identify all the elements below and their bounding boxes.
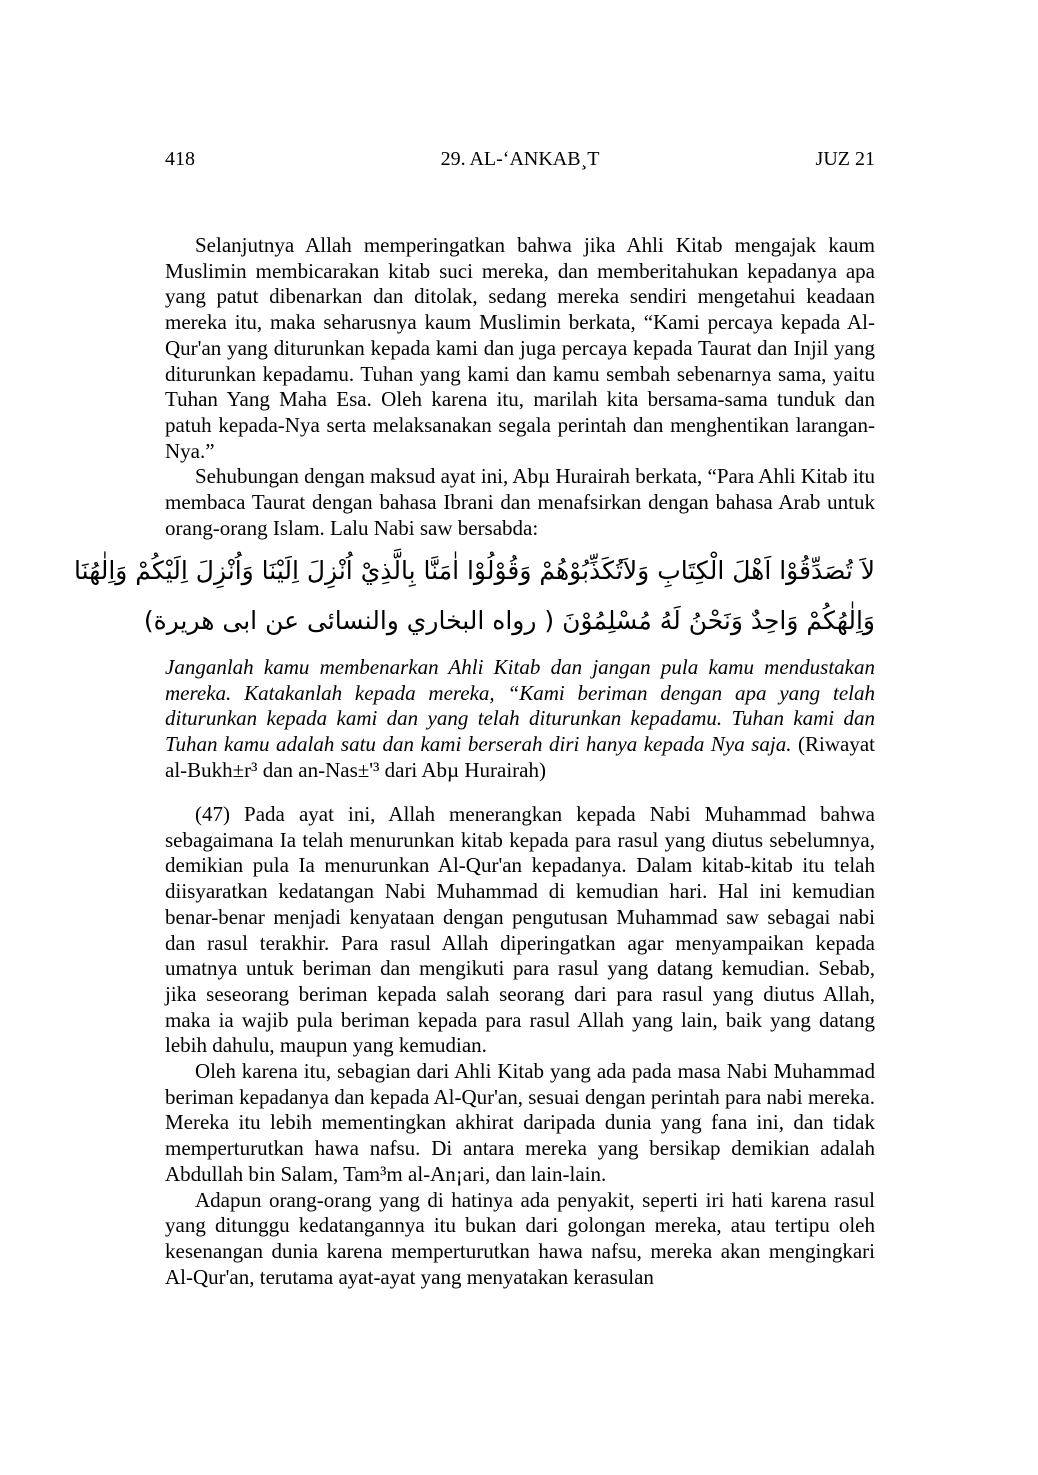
arabic-line: لاَ تُصَدِّقُوْا اَهْلَ الْكِتَابِ وَلاَتُكَذِّبُوْهُمْ وَقُوْلُوْا اٰمَنَّا بِالَّذِيْ اُنْزِلَ اِلَيْنَا وَاُنْزِلَ اِلَيْكُمْ وَاِلٰهُنَا — [74, 556, 875, 585]
paragraph: (47) Pada ayat ini, Allah menerangkan kepada Nabi Muhammad bahwa sebagaimana Ia telah menurunkan kitab kepada para rasul yang diutus sebelumnya, demikian pula Ia menurunkan Al-Qur'an kepadanya. Dalam kitab-kitab itu telah diisyaratkan kedatangan Nabi Muhammad di kemudian hari. Hal ini kemudian benar-benar menjadi kenyataan dengan pengutusan Muhammad saw sebagai nabi dan rasul terakhir. Para rasul Allah diperingatkan agar menyampaikan kepada umatnya untuk beriman dan mengikuti para rasul yang datang kemudian. Sebab, jika seseorang beriman kepada salah seorang dari para rasul yang diutus Allah, maka ia wajib pula beriman kepada para rasul Allah yang lain, baik yang datang lebih dahulu, maupun yang kemudian. — [165, 802, 875, 1058]
translation-text: Janganlah kamu membenarkan Ahli Kitab dan jangan pula kamu mendustakan mereka. Katakanlah kepada mereka, “Kami beriman dengan apa yang telah diturunkan kepada kami dan yang telah diturunkan kepadamu. Tuhan kami dan Tuhan kamu adalah satu dan kami berserah diri hanya kepada Nya saja. — [165, 655, 875, 757]
hadith-translation — [165, 655, 875, 784]
paragraph: Oleh karena itu, sebagian dari Ahli Kitab yang ada pada masa Nabi Muhammad beriman kepadanya dan kepada Al-Qur'an, sesuai dengan perintah para nabi mereka. Mereka itu lebih mementingkan akhirat daripada dunia yang fana ini, dan tidak memperturutkan hawa nafsu. Di antara mereka yang bersikap demikian adalah Abdullah bin Salam, Tam³m al-An¡ari, dan lain-lain. — [165, 1059, 875, 1186]
page-number: 418 — [165, 148, 195, 170]
paragraph: Sehubungan dengan maksud ayat ini, Abµ Hurairah berkata, “Para Ahli Kitab itu membaca Taurat dengan bahasa Ibrani dan menafsirkan dengan bahasa Arab untuk orang-orang Islam. Lalu Nabi saw bersabda: — [165, 464, 875, 540]
hadith-arabic-text — [74, 546, 875, 646]
chapter-title: 29. AL-‘ANKAB¸T — [440, 148, 600, 170]
juz-label: JUZ 21 — [815, 148, 875, 170]
paragraph: Selanjutnya Allah memperingatkan bahwa jika Ahli Kitab mengajak kaum Muslimin membicarakan kitab suci mereka, dan memberitahukan kepadanya apa yang patut dibenarkan dan ditolak, sedang mereka sendiri mengetahui keadaan mereka itu, maka seharusnya kaum Muslimin berkata, “Kami percaya kepada Al-Qur'an yang diturunkan kepada kami dan juga percaya kepada Taurat dan Injil yang diturunkan kepadamu. Tuhan yang kami dan kamu sembah sebenarnya sama, yaitu Tuhan Yang Maha Esa. Oleh karena itu, marilah kita bersama-sama tunduk dan patuh kepada-Nya serta melaksanakan segala perintah dan menghentikan larangan-Nya.” — [165, 233, 875, 463]
commentary-section-1 — [165, 233, 875, 541]
running-header — [165, 146, 875, 172]
hadith-source: (Riwayat al-Bukh±r³ dan an-Nas±'³ dari Abµ Hurairah) — [165, 732, 876, 782]
paragraph: Adapun orang-orang yang di hatinya ada penyakit, seperti iri hati karena rasul yang ditunggu kedatangannya itu bukan dari golongan mereka, atau tertipu oleh kesenangan dunia karena memperturutkan hawa nafsu, mereka akan mengingkari Al-Qur'an, terutama ayat-ayat yang menyatakan kerasulan — [165, 1187, 875, 1289]
arabic-line: وَاِلٰهُكُمْ وَاحِدٌ وَنَحْنُ لَهُ مُسْلِمُوْنَ ( رواه البخاري والنسائى عن ابى هريرة) — [143, 606, 875, 635]
commentary-section-2 — [165, 802, 875, 1290]
